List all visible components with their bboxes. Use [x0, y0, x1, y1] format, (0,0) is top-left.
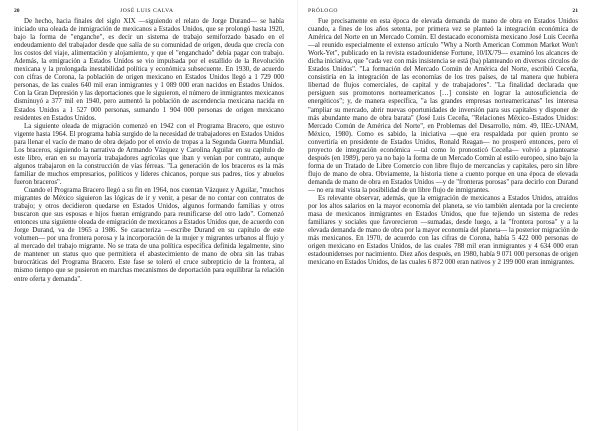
page-number: 20 — [14, 8, 20, 14]
right-page-body — [308, 18, 578, 267]
paragraph: La siguiente oleada de migración comenzó en 1942 con el Programa Bracero, que estuvo vigente hasta 1964. El programa había surgido de la necesidad de trabajadores en Estados Unidos para llenar el vacío de mano de obra dejado por el envío de tropas a la Segunda Guerra Mundial. Los braceros, siguiendo la narrativa de Armando Vázquez y Carolina Aguilar en su capítulo de este libro, eran en su mayoría trabajadores agrícolas que iban y venían por contrato, aunque algunos trabajaron en la construcción de vías férreas. "La generación de los braceros es la más familiar de muchos empresarios, políticos y líderes chicanos, porque sus padres, tíos y abuelos fueron braceros". — [14, 122, 284, 186]
running-head: JOSÉ LUIS CALVA — [120, 8, 174, 14]
paragraph: Es relevante observar, además, que la emigración de mexicanos a Estados Unidos, atraídos por los altos salarios en la mayor economía del planeta, se vio también alentada por la creciente masa de mexicanos inmigrantes en Estados Unidos, que fue tejiendo un sistema de redes familiares y sociales que favorecieron —sumadas, desde luego, a la "frontera porosa" y a la elevada demanda de mano de obra por la mayor economía del planeta— la posterior migración de más mexicanos. En 1970, de acuerdo con las cifras de Corona, había 5 422 000 personas de origen mexicano en Estados Unidos, de las cuales 788 mil eran inmigrantes y 4 634 000 eran estadounidenses por nacimiento. Diez años después, en 1980, había 9 071 000 personas de origen mexicano en Estados Unidos, de las cuales 6 872 000 eran nativos y 2 199 000 eran inmigrantes. — [308, 195, 578, 267]
page-number: 21 — [572, 8, 578, 14]
paragraph: Cuando el Programa Bracero llegó a su fin en 1964, nos cuentan Vázquez y Aguilar, "muchos migrantes de México siguieron las lógicas de ir y venir, a pesar de no contar con contratos de trabajo; y otros decidieron quedarse en Estados Unidos, algunos formando familias y otros buscaron que sus esposas e hijos fueran emigrando para reunificarse del otro lado". Comenzó entonces una siguiente oleada de emigración de mexicanos a Estados Unidos que, de acuerdo con Jorge Durand, va de 1965 a 1986. Se caracteriza —escribe Durand en su capítulo de este volumen— por una frontera porosa y la incorporación de la mujer y migrantes urbanos al flujo y al mercado del trabajo migrante. No se trata de una política específica definida legalmente, sino de mantener un status quo que permitiera el abastecimiento de mano de obra sin las trabas burocráticas del Programa Bracero. Este fase se toleró el cruce subrepticio de la frontera, al mismo tiempo que se pusieron en marchas mecanismos de deportación para equilibrar la relación entre oferta y demanda". — [14, 186, 284, 283]
left-page — [0, 0, 292, 431]
left-page-body — [14, 18, 284, 284]
paragraph: Fue precisamente en esta época de elevada demanda de mano de obra en Estados Unidos cuando, a fines de los años setenta, por primera vez se planteó la integración económica de América del Norte en un Mercado Común. El destacado economista mexicano José Luis Ceceña —al reunido especialmente el extenso artículo "Why a North American Common Market Won't Work-Yet", publicado en la revista estadounidense Fortune, 10/IX/79— examinó los alcances de dicha iniciativa, que "cada vez con más insistencia se está (ba) planteando en diversos círculos de Estados Unidos". "La formación del Mercado Común de América del Norte, escribió Ceceña, consistiría en la integración de las economías de los tres países, de tal manera que hubiera libertad de flujos comerciales, de capital y de trabajadores". "La finalidad declarada que persiguen sus promotores norteamericanos […] consiste en lograr la autosuficiencia de energéticos"; y, de manera específica, "a las grandes empresas norteamericanas" les interesa "ampliar su mercado, abrir nuevas oportunidades de inversión para sus capitales y disponer de más abundante mano de obra barata" (José Luis Ceceña, "Relaciones México–Estados Unidos: Mercado Común de América del Norte", en Problemas del Desarrollo, núm. 49, IIEc-UNAM, México, 1980). Como es sabido, la iniciativa —que era respaldada por quien pronto se convertiría en presidente de Estados Unidos, Ronald Reagan— no prosperó entonces, pero el proyecto de integración económica —tal como lo pronosticó Ceceña— volvió a plantearse después (en 1989), pero ya no bajo la forma de un Mercado Común al estilo europeo, sino bajo la forma de un Tratado de Libre Comercio con libre flujo de mercancías y capitales, pero sin libre flujo de mano de obra. Obviamente, la historia tiene a cuento porque en una época de elevada demanda de mano de obra en Estados Unidos —y de "fronteras porosas" para decirlo con Durand— no era mal vista la posibilidad de un libre flujo de inmigrantes. — [308, 18, 578, 194]
paragraph: De hecho, hacia finales del siglo XIX —siguiendo el relato de Jorge Durand— se había iniciado una oleada de inmigración de mexicanos a Estados Unidos, que se prolongó hasta 1920, bajo la forma de "enganche", es decir un sistema de trabajo semiforzado basado en el endeudamiento del trabajador desde que salía de su comunidad de origen, deuda que crecía con los costos del viaje, alimentación y alojamiento, y que el "enganchado" debía pagar con trabajo. Además, la emigración a Estados Unidos se vio impulsada por el estallido de la Revolución mexicana y la prolongada inestabilidad política y económica subsecuente. En 1930, de acuerdo con cifras de Corona, la población de origen mexicano en Estados Unidos llegó a 1 729 000 personas, de las cuales 640 mil eran inmigrantes y 1 089 000 eran nacidos en Estados Unidos. Con la Gran Depresión y las deportaciones que le siguieron, el número de inmigrantes mexicanos disminuyó a 377 mil en 1940, pero aumentó la población de ascendencia mexicana nacida en Estados Unidos a 1 527 000 personas, sumando 1 904 000 personas de origen mexicano residentes en Estados Unidos. — [14, 18, 284, 122]
left-page-header — [14, 8, 284, 18]
right-page-header — [308, 8, 578, 18]
page-gutter — [297, 0, 298, 431]
right-page — [300, 0, 592, 431]
running-head: PRÓLOGO — [308, 8, 338, 14]
